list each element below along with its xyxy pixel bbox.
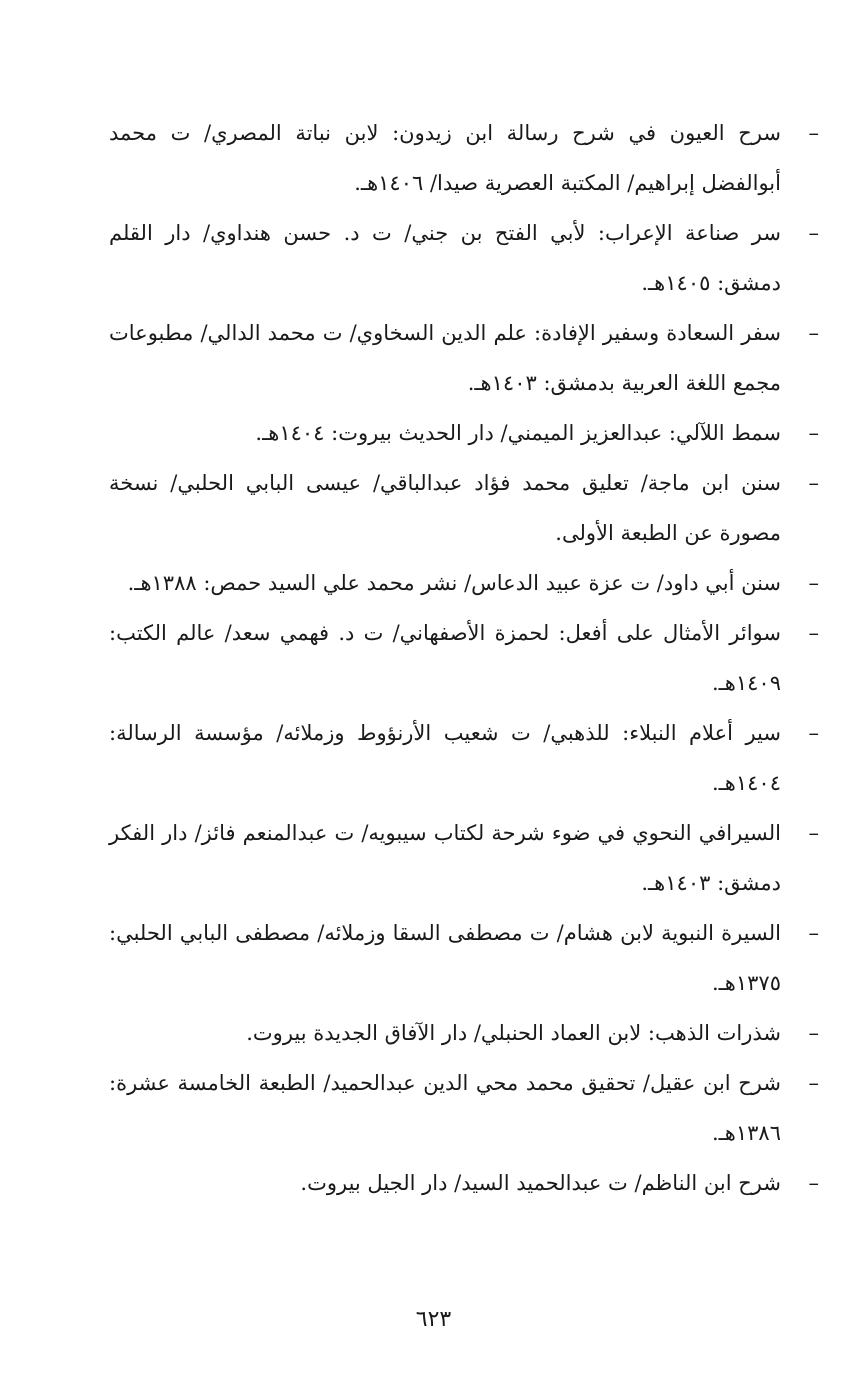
entry-dash: – bbox=[808, 421, 819, 445]
bibliography-entry bbox=[109, 208, 819, 308]
entry-text: شرح ابن عقيل/ تحقيق محمد محي الدين عبدالحميد/ الطبعة الخامسة عشرة: ١٣٨٦هـ. bbox=[109, 1071, 781, 1145]
entry-text: شذرات الذهب: لابن العماد الحنبلي/ دار الآفاق الجديدة بيروت. bbox=[246, 1021, 781, 1045]
entry-text: شرح ابن الناظم/ ت عبدالحميد السيد/ دار الجيل بيروت. bbox=[300, 1171, 781, 1195]
entry-text: سر صناعة الإعراب: لأبي الفتح بن جني/ ت د. حسن هنداوي/ دار القلم دمشق: ١٤٠٥هـ. bbox=[109, 221, 781, 295]
bibliography-entry bbox=[109, 808, 819, 908]
entry-text: السيرافي النحوي في ضوء شرحة لكتاب سيبويه/ ت عبدالمنعم فائز/ دار الفكر دمشق: ١٤٠٣هـ. bbox=[109, 821, 781, 895]
entry-text: سنن ابن ماجة/ تعليق محمد فؤاد عبدالباقي/ عيسى البابي الحلبي/ نسخة مصورة عن الطبعة الأولى. bbox=[109, 471, 781, 545]
bibliography-entry bbox=[109, 708, 819, 808]
entry-dash: – bbox=[808, 1171, 819, 1195]
entry-text: سرح العيون في شرح رسالة ابن زيدون: لابن نباتة المصري/ ت محمد أبوالفضل إبراهيم/ المكتبة العصرية صيدا/ ١٤٠٦هـ. bbox=[109, 121, 781, 195]
entry-dash: – bbox=[808, 121, 819, 145]
bibliography-entry bbox=[109, 408, 819, 458]
bibliography-list bbox=[109, 108, 819, 1208]
entry-text: سير أعلام النبلاء: للذهبي/ ت شعيب الأرنؤوط وزملائه/ مؤسسة الرسالة: ١٤٠٤هـ. bbox=[109, 721, 781, 795]
bibliography-entry bbox=[109, 1058, 819, 1158]
bibliography-entry bbox=[109, 1158, 819, 1208]
entry-dash: – bbox=[808, 821, 819, 845]
bibliography-entry bbox=[109, 558, 819, 608]
entry-dash: – bbox=[808, 1071, 819, 1095]
page-number: ٦٢٣ bbox=[415, 1307, 452, 1332]
bibliography-entry bbox=[109, 108, 819, 208]
bibliography-entry bbox=[109, 608, 819, 708]
entry-text: سمط اللآلي: عبدالعزيز الميمني/ دار الحديث بيروت: ١٤٠٤هـ. bbox=[255, 421, 781, 445]
entry-dash: – bbox=[808, 321, 819, 345]
entry-dash: – bbox=[808, 621, 819, 645]
bibliography-entry bbox=[109, 908, 819, 1008]
entry-text: السيرة النبوية لابن هشام/ ت مصطفى السقا وزملائه/ مصطفى البابي الحلبي: ١٣٧٥هـ. bbox=[109, 921, 781, 995]
entry-text: سفر السعادة وسفير الإفادة: علم الدين السخاوي/ ت محمد الدالي/ مطبوعات مجمع اللغة العربية بدمشق: ١٤٠٣هـ. bbox=[109, 321, 781, 395]
entry-dash: – bbox=[808, 921, 819, 945]
entry-dash: – bbox=[808, 571, 819, 595]
entry-dash: – bbox=[808, 721, 819, 745]
entry-text: سنن أبي داود/ ت عزة عبيد الدعاس/ نشر محمد علي السيد حمص: ١٣٨٨هـ. bbox=[127, 571, 781, 595]
bibliography-entry bbox=[109, 308, 819, 408]
entry-dash: – bbox=[808, 1021, 819, 1045]
entry-text: سوائر الأمثال على أفعل: لحمزة الأصفهاني/ ت د. فهمي سعد/ عالم الكتب: ١٤٠٩هـ. bbox=[109, 621, 781, 695]
bibliography-entry bbox=[109, 1008, 819, 1058]
entry-dash: – bbox=[808, 221, 819, 245]
bibliography-entry bbox=[109, 458, 819, 558]
entry-dash: – bbox=[808, 471, 819, 495]
